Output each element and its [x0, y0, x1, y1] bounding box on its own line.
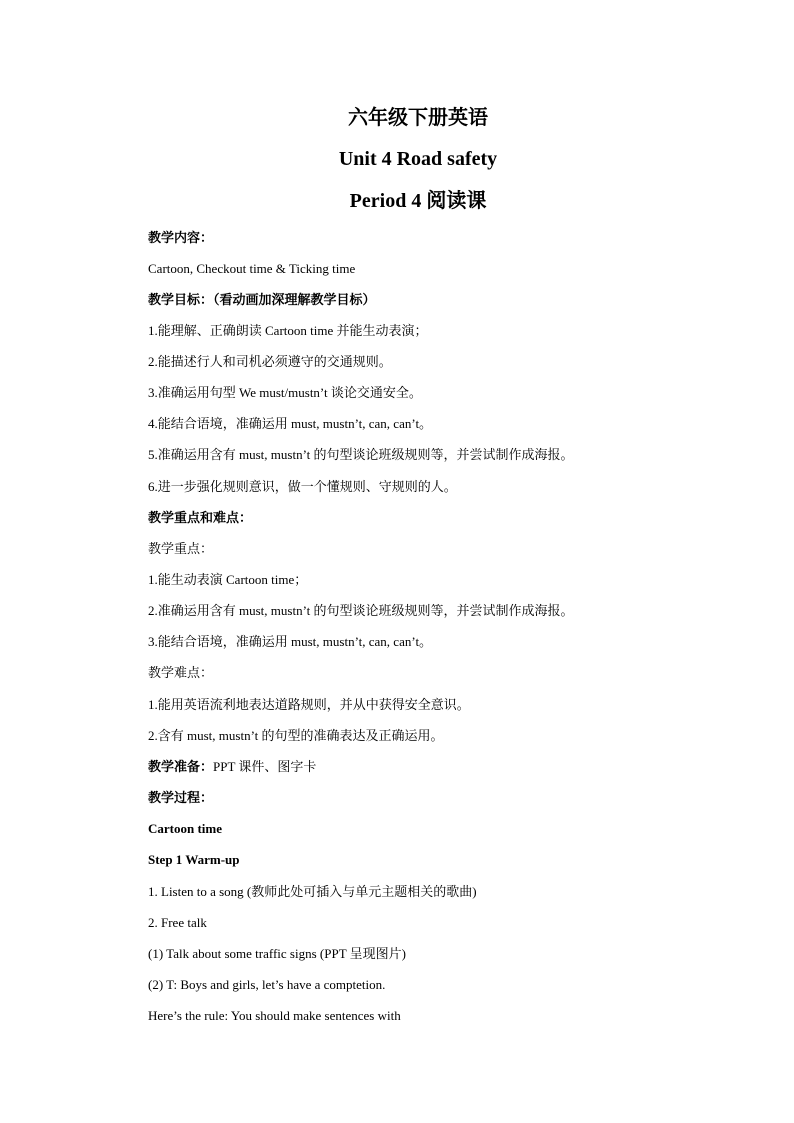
process-heading: 教学过程：	[148, 790, 214, 805]
difficult-label: 教学难点：	[148, 665, 214, 680]
goal-item: 5.准确运用含有 must, mustn’t 的句型谈论班级规则等，并尝试制作成海报。	[148, 447, 574, 462]
goal-item: 1.能理解、正确朗读 Cartoon time 并能生动表演；	[148, 323, 428, 338]
goal-item: 4.能结合语境，准确运用 must, mustn’t, can, can’t。	[148, 416, 433, 431]
key-point-item: 3.能结合语境，准确运用 must, mustn’t, can, can’t。	[148, 634, 433, 649]
section-cartoon: Cartoon time	[148, 821, 223, 836]
title-unit: Unit 4 Road safety	[338, 148, 498, 170]
prep-heading: 教学准备：	[148, 759, 214, 774]
key-label: 教学重点：	[148, 541, 214, 556]
key-point-item: 1.能生动表演 Cartoon time；	[148, 572, 308, 587]
prep-text: PPT 课件、图字卡	[213, 759, 317, 774]
goal-item: 6.进一步强化规则意识，做一个懂规则、守规则的人。	[148, 479, 457, 494]
step-item: 1. Listen to a song (教师此处可插入与单元主题相关的歌曲)	[148, 884, 477, 899]
step-item: (2) T: Boys and girls, let’s have a comptetion.	[148, 977, 386, 992]
step-item: Here’s the rule: You should make sentences with	[148, 1008, 401, 1023]
difficult-point-item: 1.能用英语流利地表达道路规则，并从中获得安全意识。	[148, 697, 470, 712]
step-item: (1) Talk about some traffic signs (PPT 呈现图片)	[148, 946, 406, 961]
goal-item: 3.准确运用句型 We must/mustn’t 谈论交通安全。	[148, 385, 422, 400]
keypoints-heading: 教学重点和难点：	[148, 510, 253, 525]
step-item: 2. Free talk	[148, 915, 207, 930]
goals-heading: 教学目标：（看动画加深理解教学目标）	[148, 292, 376, 307]
goal-item: 2.能描述行人和司机必须遵守的交通规则。	[148, 354, 392, 369]
difficult-point-item: 2.含有 must, mustn’t 的句型的准确表达及正确运用。	[148, 728, 444, 743]
title-period: Period 4 阅读课	[349, 190, 487, 212]
content-heading: 教学内容：	[148, 230, 214, 245]
step-heading: Step 1 Warm-up	[148, 852, 240, 867]
key-point-item: 2.准确运用含有 must, mustn’t 的句型谈论班级规则等，并尝试制作成海报。	[148, 603, 574, 618]
prep-line	[148, 758, 316, 776]
title-grade: 六年级下册英语	[348, 107, 488, 129]
content-text: Cartoon, Checkout time & Ticking time	[148, 261, 356, 276]
